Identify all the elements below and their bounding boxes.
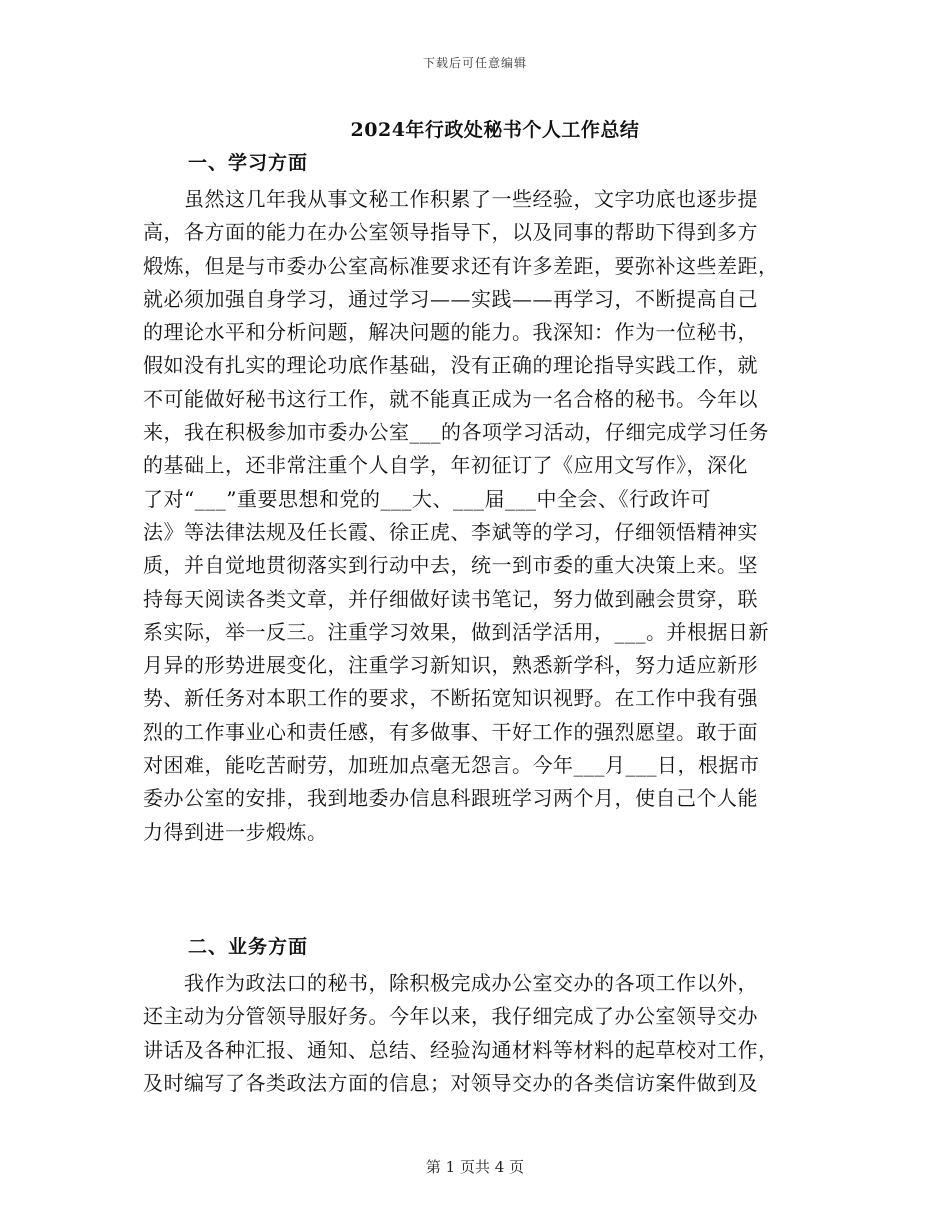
document-title: 2024年行政处秘书个人工作总结 — [350, 119, 640, 141]
text-line: 烈的工作事业心和责任感，有多做事、干好工作的强烈愿望。敢于面 — [143, 719, 758, 744]
section-heading-study: 一、学习方面 — [188, 152, 309, 174]
text-line: 高，各方面的能力在办公室领导指导下，以及同事的帮助下得到多方 — [143, 220, 758, 245]
section-body-business — [143, 967, 803, 1100]
text-line: 来，我在积极参加市委办公室___的各项学习活动，仔细完成学习任务 — [143, 420, 769, 445]
header-note: 下载后可任意编辑 — [422, 56, 527, 70]
text-line: 不可能做好秘书这行工作，就不能真正成为一名合格的秘书。今年以 — [143, 386, 758, 411]
text-line: 了对“___”重要思想和党的___大、___届___中全会、《行政许可 — [143, 486, 711, 511]
text-line: 持每天阅读各类文章，并仔细做好读书笔记，努力做到融会贯穿，联 — [143, 586, 758, 611]
text-line: 质，并自觉地贯彻落实到行动中去，统一到市委的重大决策上来。坚 — [143, 553, 758, 578]
text-line: 系实际，举一反三。注重学习效果，做到活学活用，___。并根据日新 — [143, 619, 769, 644]
text-line: 虽然这几年我从事文秘工作积累了一些经验，文字功底也逐步提 — [143, 187, 758, 211]
text-line: 的基础上，还非常注重个人自学，年初征订了《应用文写作》，深化 — [143, 453, 748, 478]
text-line: 我作为政法口的秘书，除积极完成办公室交办的各项工作以外， — [143, 971, 758, 995]
text-line: 对困难，能吃苦耐劳，加班加点毫无怨言。今年___月___日，根据市 — [143, 753, 760, 778]
text-line: 委办公室的安排，我到地委办信息科跟班学习两个月，使自己个人能 — [143, 786, 758, 811]
text-line: 还主动为分管领导服好务。今年以来，我仔细完成了办公室领导交办 — [143, 1004, 758, 1029]
text-line: 假如没有扎实的理论功底作基础，没有正确的理论指导实践工作，就 — [143, 353, 758, 378]
section-heading-business: 二、业务方面 — [188, 936, 309, 958]
text-line: 及时编写了各类政法方面的信息；对领导交办的各类信访案件做到及 — [143, 1070, 758, 1095]
page-indicator: 第 1 页共 4 页 — [425, 1158, 525, 1176]
text-line: 煅炼，但是与市委办公室高标准要求还有许多差距，要弥补这些差距， — [143, 253, 779, 278]
text-line: 法》等法律法规及任长霞、徐正虎、李斌等的学习，仔细领悟精神实 — [143, 519, 758, 544]
text-line: 月异的形势进展变化，注重学习新知识，熟悉新学科，努力适应新形 — [143, 653, 758, 678]
text-line: 就必须加强自身学习，通过学习——实践——再学习，不断提高自己 — [143, 286, 758, 311]
text-line: 的理论水平和分析问题，解决问题的能力。我深知：作为一位秘书， — [143, 320, 758, 345]
section-body-study — [143, 183, 803, 849]
text-line: 势、新任务对本职工作的要求，不断拓宽知识视野。在工作中我有强 — [143, 686, 758, 711]
text-line: 力得到进一步煅炼。 — [143, 819, 328, 844]
text-line: 讲话及各种汇报、通知、总结、经验沟通材料等材料的起草校对工作， — [143, 1037, 779, 1062]
